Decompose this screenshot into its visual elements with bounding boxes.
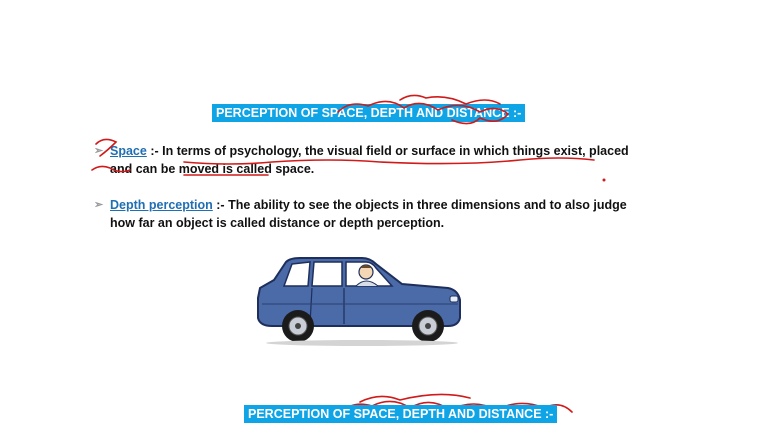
bullet-body — [110, 142, 634, 178]
car-shadow — [266, 340, 458, 346]
bullet-body — [110, 196, 634, 232]
slide-heading-bottom: PERCEPTION OF SPACE, DEPTH AND DISTANCE :- — [244, 405, 557, 423]
term-space[interactable]: Space — [110, 144, 147, 158]
ink-dot — [603, 179, 606, 182]
bullet-arrow-icon: ➢ — [94, 199, 104, 211]
definition-space: :- In terms of psychology, the visual field or surface in which things exist, placed and can be moved is called space. — [110, 144, 629, 176]
term-depth-perception[interactable]: Depth perception — [110, 198, 213, 212]
car-headlight — [450, 296, 458, 302]
ink-scribble — [400, 95, 500, 104]
bullet-arrow-icon: ➢ — [94, 145, 104, 157]
definition-depth-perception: :- The ability to see the objects in three dimensions and to also judge how far an object is called distance or depth perception. — [110, 198, 627, 230]
slide-heading-top: PERCEPTION OF SPACE, DEPTH AND DISTANCE :- — [212, 104, 525, 122]
car-illustration — [252, 254, 464, 346]
car-front-wheel — [412, 310, 444, 342]
bullet-space — [94, 142, 634, 178]
car-rear-wheel — [282, 310, 314, 342]
ink-scribble — [360, 394, 470, 402]
car-mid-window — [312, 262, 342, 286]
bullet-depth-perception — [94, 196, 634, 232]
